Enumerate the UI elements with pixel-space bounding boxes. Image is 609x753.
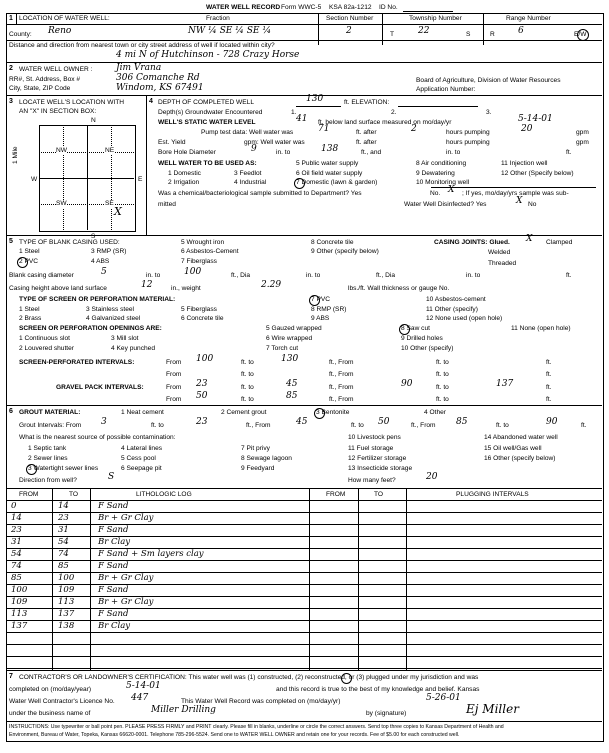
log-cell: F Sand + Sm layers clay	[98, 549, 204, 559]
log-cell: 14	[58, 501, 69, 511]
static-date-value: 5-14-01	[518, 114, 553, 124]
table-row	[6, 549, 602, 561]
log-cell: 0	[11, 501, 17, 511]
log-cell: Br + Gr Clay	[98, 573, 154, 583]
casing-weight-value: 2.29	[261, 280, 282, 290]
direction-value: S	[108, 472, 115, 482]
table-row	[6, 621, 602, 633]
distance-label: Distance and direction from nearest town or city street address of well if located within city?	[9, 42, 275, 49]
pump-gpm-value: 20	[521, 124, 533, 134]
business-name-value: Miller Drilling	[151, 705, 216, 715]
log-cell: Br Clay	[98, 621, 131, 631]
table-row	[6, 609, 602, 621]
log-cell: 85	[11, 573, 22, 583]
range-direction: E/W	[574, 31, 587, 38]
board-label: Board of Agriculture, Division of Water Resources	[416, 77, 561, 84]
owner-city: Windom, KS 67491	[116, 83, 204, 93]
casing-diameter-value: 5	[101, 267, 107, 277]
log-cell: 113	[11, 609, 28, 619]
log-cell: 109	[11, 597, 28, 607]
log-cell: 137	[58, 609, 75, 619]
table-row	[6, 561, 602, 573]
casing-height-value: 12	[141, 280, 153, 290]
licence-value: 447	[131, 693, 149, 703]
log-cell: 138	[58, 621, 75, 631]
log-cell: F Sand	[98, 561, 129, 571]
fraction-value: NW ¼ SE ¼ SE ¼	[188, 26, 272, 36]
gravel-from-2: 90	[401, 379, 413, 389]
record-date-value: 5-26-01	[426, 693, 461, 703]
county-value: Reno	[48, 26, 72, 36]
distance-value: 4 mi N of Hutchinson - 728 Crazy Horse	[116, 50, 300, 60]
gravel-to-1: 45	[286, 379, 298, 389]
depth-label: DEPTH OF COMPLETED WELL	[158, 99, 254, 106]
township-number-label: Township Number	[409, 15, 462, 22]
log-cell: 31	[58, 525, 69, 535]
instructions-line-2: Environment, Bureau of Water, Topeka, Kansas 66620-0001. Telephone 785-296-5524. Send one to WATER WELL OWNER and retain one for your records. Fee of $5.00 for each constructed well.	[9, 732, 460, 738]
owner-address: 306 Comanche Rd	[116, 73, 200, 83]
well-location-mark: X	[114, 205, 122, 218]
log-cell: F Sand	[98, 525, 129, 535]
screen-from-value: 100	[196, 354, 214, 364]
log-cell: Br + Gr Clay	[98, 513, 154, 523]
howmany-value: 20	[426, 472, 438, 482]
log-cell: 85	[58, 561, 69, 571]
water-well-record-form: WATER WELL RECORD Form WWC-5 KSA 82a-1212 ID No. 1 LOCATION OF WATER WELL: Fraction Section Number Township Number Range Number County: Reno NW ¼ SE ¼ SE ¼ 2 T 22 S R 6 E/W Distance and direction from nearest town or city street address of well if located within city? 4 mi N of Hutchinson - 728 Crazy Horse 2 WATER WELL OWNER : Jim Vrana RR#, St. Address, Box # 306 Comanche Rd City, State, ZIP Code Windom, KS 67491 Board of Agriculture, Division of Water Resources Application Number: 3 LOCATE WELL'S LOCATION WITH AN "X" IN SECTION BOX: N S W E 1 Mile NW NE SW SE X 4 DEPTH OF COMPLETED WELL 130 ft. ELEVATION: Depth(s) Groundwater Encountered 1. 2. 3. WELL'S STATIC WATER LEVEL 41 ft. below land surface measured on mo/day/yr 5-14-01 Pump test data: Well water was 71 ft. after 2 hours pumping 20 gpm Est. Yield gpm: Well water was ft. after hours pumping gpm Bore Hole Diameter 9 in. to 138 ft., and in. to ft. WELL WATER TO BE USED AS: 1 Domestic 2 Irrigation 3 Feedlot 4 Industrial 5 Public water supply 6 Oil field water supply 7 Domestic (lawn & garden) 8 Air conditioning 9 Dewatering 10 Monitoring well 11 Injection well 12 Other (Specify below) Was a chemical/bacteriological sample submitted to Department? Yes No. X ; If yes, mo/day/yrs sample was sub- mitted Water Well Disinfected? Yes X No 5 TYPE OF BLANK CASING USED: 1 Steel 2 PVC 3 RMP (SR) 4 ABS 5 Wrought iron 6 Asbestos-Cement 7 Fiberglass 8 Concrete tile 9 Other (specify below) CASING JOINTS: Glued. X Clamped Welded Threaded Blank casing diameter 5 in. to 100 ft., Dia in. to ft., Dia in. to ft. Casing height above land surface 12 in., weight 2.29 lbs./ft. Wall thickness or gauge No. TYPE OF SCREEN OR PERFORATION MATERIAL: 1 Steel 2 Brass 3 Stainless steel 4 Galvanized steel 5 Fiberglass 6 Concrete tile 7 PVC 8 RMP (SR) 9 ABS 10 Asbestos-cement 11 Other (specify) 12 None used (open hole) SCREEN OR PERFORATION OPENINGS ARE: 1 Continuous slot 2 Louvered shutter 3 Mill slot 4 Key punched 5 Gauzed wrapped 6 Wire wrapped 7 Torch cut 8 Saw cut 9 Drilled holes 10 Other (specify) 11 None (open hole) SCREEN-PERFORATED INTERVALS: From 100 ft. to 130 ft., From ft. to ft. From ft. to ft., From ft. to ft. GRAVEL PACK INTERVALS: From 23 ft. to 45 ft., From 90 ft. to 137 ft. From 50 ft. to 85 ft., From ft. to ft. 6 GROUT MATERIAL: 1 Neat cement 2 Cement grout 3 Bentonite 4 Other Grout Intervals: From 3 ft. to 23 ft., From 45 ft. to 50 ft., From 85 ft. to 90 ft. What is the nearest source of possible contamination: 1 Septic tank 2 Sewer lines 3 Watertight sewer lines 4 Lateral lines 5 Cess pool 6 Seepage pit 7 Pit privy 8 Sewage lagoon 9 Feedyard 10 Livestock pens 11 Fuel storage 12 Fertilizer storage 13 Insecticide storage 14 Abandoned water well 15 Oil well/Gas well 16 Other (specify below) Direction from well? S How many feet? 20 FROM TO LITHOLOGIC LOG FROM TO PLUGGING INTERVALS 0 14 F Sand 14 23 Br + Gr Clay 23 31 F Sand 31 54 Br Clay 54 74 F Sand + Sm layers clay 74 85 F Sand 85 100 Br + Gr Clay 100 109 F Sand 109 113 Br + Gr Clay 113 137 F Sand 137 138 Br Clay 7 CONTRACTOR'S OR LANDOWNER'S CERTIFICATION: This water well was (1) constructed, (2) reconstructed, or (3) plugged under my jurisdiction and was completed on (mo/day/year) 5-14-01 and this record is true to the best of my knowledge and belief. Kansas Water Well Contractor's Licence No. 447 This Water Well Record was completed on (mo/day/yr) 5-26-01 under the business name of Miller Drilling by (signature) Ej Miller INSTRUCTIONS: Use typewriter or ball point pen. PLEASE PRESS FIRMLY and PRINT clearly. Please fill in blanks, underline or circle the correct answers. Send top three copies to Kansas Department of Health and Environment, Bureau of Water, Topeka, Kansas 66620-0001. Telephone 785-296-5524. Send one to WATER WELL OWNER and retain one for your records. Fee of $5.00 for each constructed well.	[6, 4, 603, 748]
pump-hours-value: 2	[411, 124, 417, 134]
completed-date-value: 5-14-01	[126, 681, 161, 691]
application-number-label: Application Number:	[416, 86, 476, 93]
log-cell: 74	[11, 561, 22, 571]
location-label: LOCATION OF WATER WELL:	[19, 15, 110, 22]
table-row	[6, 525, 602, 537]
fraction-label: Fraction	[206, 15, 230, 22]
table-row	[6, 573, 602, 585]
city-label: City, State, ZIP Code	[9, 85, 71, 92]
instructions-line-1: INSTRUCTIONS: Use typewriter or ball point pen. PLEASE PRESS FIRMLY and PRINT clearly. Please fill in blanks, underline or circle the correct answers. Send top three copies to Kansas Department of Health and	[9, 724, 504, 730]
casing-depth-value: 100	[184, 267, 202, 277]
bore-diameter-value: 9	[251, 144, 257, 154]
log-cell: 100	[58, 573, 75, 583]
log-cell: 137	[11, 621, 28, 631]
log-cell: Br Clay	[98, 537, 131, 547]
log-cell: 23	[11, 525, 22, 535]
log-cell: 74	[58, 549, 69, 559]
gravel-to-2: 137	[496, 379, 514, 389]
county-label: County:	[9, 31, 32, 38]
bore-depth-value: 138	[321, 144, 339, 154]
table-row	[6, 645, 602, 657]
table-row	[6, 585, 602, 597]
log-cell: F Sand	[98, 609, 129, 619]
table-row	[6, 657, 602, 669]
log-cell: 109	[58, 585, 75, 595]
depth-value: 130	[306, 94, 324, 104]
township-value: 22	[418, 26, 430, 36]
table-row	[6, 537, 602, 549]
log-cell: 100	[11, 585, 28, 595]
lithologic-log-table: FROM TO LITHOLOGIC LOG FROM TO PLUGGING INTERVALS 0 14 F Sand 14 23 Br + Gr Clay 23 31 F Sand 31 54 Br Clay 54 74 F Sand + Sm layers clay 74 85 F Sand 85 100 Br + Gr Clay 100 109 F Sand 109 113 Br + Gr Clay 113 137 F Sand 137 138 Br Clay	[6, 488, 602, 670]
log-cell: F Sand	[98, 585, 129, 595]
table-row	[6, 597, 602, 609]
owner-label: WATER WELL OWNER :	[19, 66, 93, 73]
section-number-value: 2	[346, 26, 352, 36]
static-level-value: 41	[296, 114, 308, 124]
table-row	[6, 513, 602, 525]
ksa-number: KSA 82a-1212	[329, 4, 372, 11]
log-cell: 14	[11, 513, 22, 523]
log-cell: 23	[58, 513, 69, 523]
gravel-to-3: 85	[286, 391, 298, 401]
screen-to-value: 130	[281, 354, 299, 364]
range-value: 6	[518, 26, 524, 36]
table-row	[6, 501, 602, 513]
form-number: Form WWC-5	[281, 4, 322, 11]
form-title: WATER WELL RECORD	[206, 4, 281, 11]
log-cell: 113	[58, 597, 75, 607]
log-cell: 31	[11, 537, 22, 547]
table-row	[6, 633, 602, 645]
rr-label: RR#, St. Address, Box #	[9, 76, 81, 83]
gravel-from-1: 23	[196, 379, 208, 389]
owner-name: Jim Vrana	[116, 63, 162, 73]
signature: Ej Miller	[466, 702, 519, 716]
section-number-label: Section Number	[326, 15, 374, 22]
id-number-label: ID No.	[379, 4, 398, 11]
log-cell: 54	[11, 549, 22, 559]
locate-label: LOCATE WELL'S LOCATION WITH	[19, 99, 125, 106]
log-cell: F Sand	[98, 501, 129, 511]
pump-ft-value: 71	[318, 124, 330, 134]
log-cell: Br + Gr Clay	[98, 597, 154, 607]
range-number-label: Range Number	[506, 15, 551, 22]
gravel-from-3: 50	[196, 391, 208, 401]
log-cell: 54	[58, 537, 69, 547]
